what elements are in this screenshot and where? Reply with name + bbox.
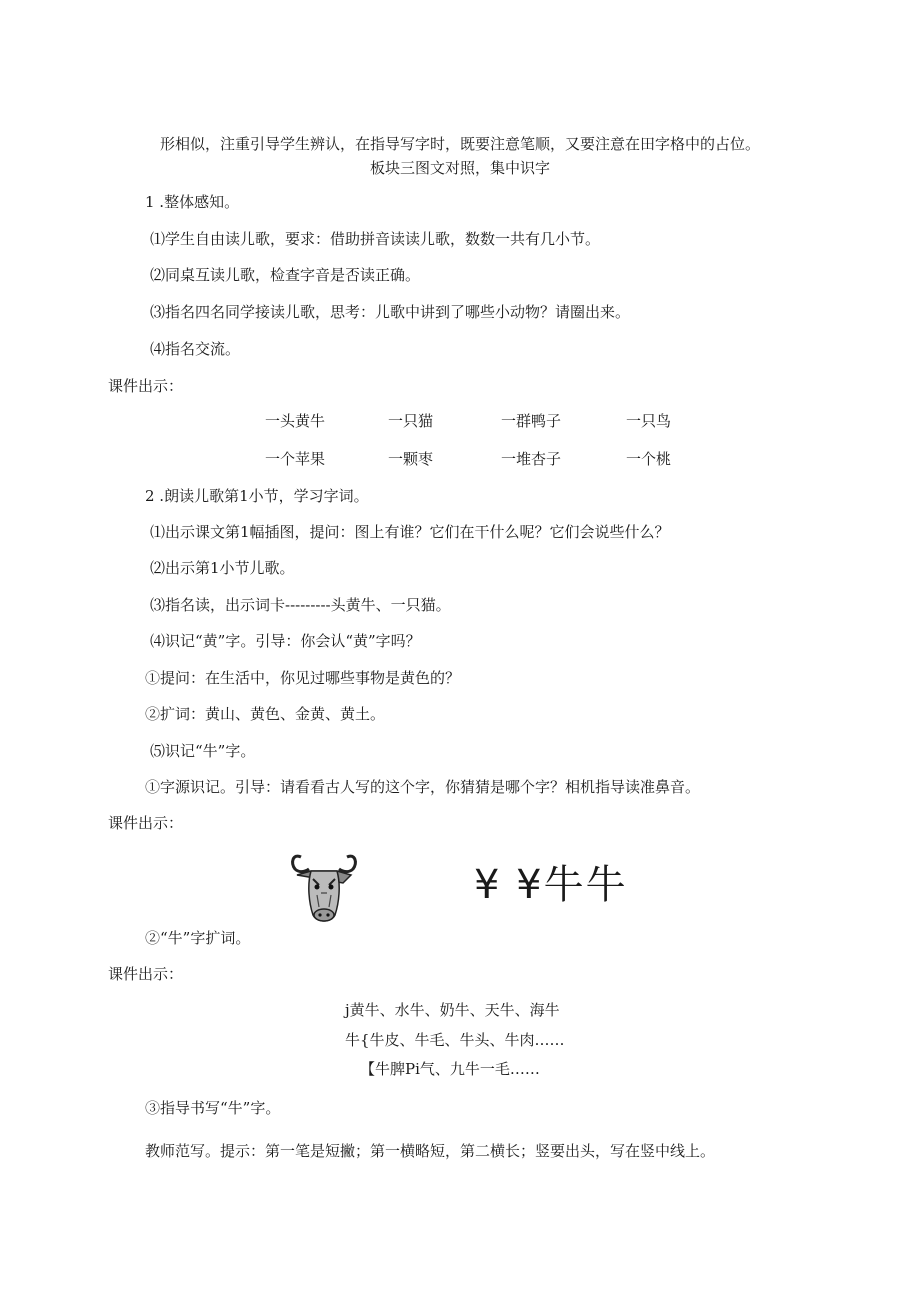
- teacher-demo: 教师范写。提示：第一笔是短撇；第一横略短，第二横长；竖要出头，写在竖中线上。: [145, 1142, 716, 1160]
- intro-line: 形相似，注重引导学生辨认，在指导写字时，既要注意笔顺，又要注意在田字格中的占位。: [159, 135, 760, 153]
- item1-step: ⑵同桌互读儿歌，检查字音是否读正确。: [150, 266, 421, 284]
- word-cell: 一个桃: [626, 450, 672, 468]
- expand-line: 【牛脾Pi气、九牛一毛……: [360, 1060, 540, 1078]
- item1-step: ⑶指名四名同学接读儿歌，思考：儿歌中讲到了哪些小动物？请圈出来。: [150, 303, 631, 321]
- expand-title: ②“牛”字扩词。: [145, 929, 251, 947]
- section-title: 板块三图文对照，集中识字: [369, 159, 550, 177]
- item2-step: ②扩词：黄山、黄色、金黄、黄土。: [145, 705, 386, 723]
- courseware-label: 课件出示：: [108, 814, 184, 832]
- ancient-glyph-row: ¥ ¥牛牛: [474, 862, 628, 908]
- word-cell: 一个苹果: [265, 450, 326, 468]
- item2-step: ⑵出示第1小节儿歌。: [150, 559, 295, 577]
- item2-step: ⑶指名读，出示词卡---------头黄牛、一只猫。: [150, 596, 451, 614]
- item1-step: ⑴学生自由读儿歌，要求：借助拼音读读儿歌，数数一共有几小节。: [150, 230, 601, 248]
- word-cell: 一只鸟: [626, 412, 672, 430]
- ox-head-image: [283, 845, 365, 927]
- item2-step: ⑴出示课文第1幅插图，提问：图上有谁？它们在干什么呢？它们会说些什么？: [150, 523, 670, 541]
- courseware-label: 课件出示：: [108, 965, 184, 983]
- write-title: ③指导书写“牛”字。: [145, 1099, 281, 1117]
- item2-step: ⑷识记“黄”字。引导：你会认“黄”字吗？: [150, 632, 421, 650]
- item1-title: 1 .整体感知。: [145, 193, 240, 211]
- courseware-label: 课件出示：: [108, 377, 184, 395]
- word-cell: 一头黄牛: [265, 412, 326, 430]
- item2-step: ①字源识记。引导：请看看古人写的这个字，你猜猜是哪个字？相机指导读准鼻音。: [145, 778, 701, 796]
- expand-line: 牛{牛皮、牛毛、牛头、牛肉……: [345, 1031, 565, 1049]
- expand-line: j黄牛、水牛、奶牛、天牛、海牛: [345, 1001, 560, 1019]
- word-cell: 一只猫: [388, 412, 434, 430]
- item2-step: ⑸识记“牛”字。: [150, 742, 256, 760]
- item2-step: ①提问：在生活中，你见过哪些事物是黄色的？: [145, 669, 461, 687]
- item2-title: 2 .朗读儿歌第1小节，学习字词。: [145, 487, 369, 505]
- word-cell: 一颗枣: [388, 450, 434, 468]
- word-cell: 一群鸭子: [501, 412, 562, 430]
- word-cell: 一堆杏子: [501, 450, 562, 468]
- item1-step: ⑷指名交流。: [150, 340, 241, 358]
